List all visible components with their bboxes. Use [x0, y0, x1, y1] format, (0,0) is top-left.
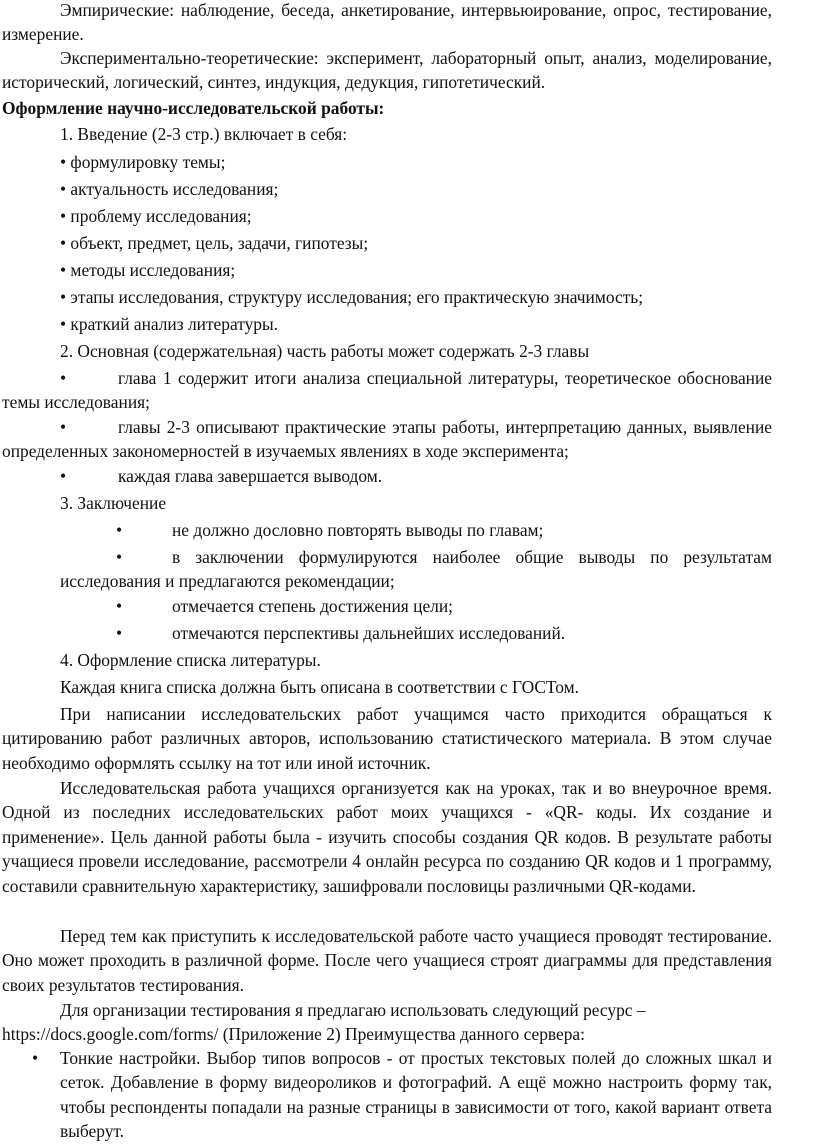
intro-item: • актуальность исследования; — [60, 179, 279, 199]
citation-paragraph: При написании исследовательских работ учащимся часто приходится обращаться к цитированию работ различных авторов, использованию статистического материала. В этом случае необходимо оформлять ссылку на тот или иной источник. — [2, 704, 772, 773]
main-part-item-text: глава 1 содержит итоги анализа специальной литературы, теоретическое обоснование темы исследования; — [2, 368, 772, 413]
main-part-title: 2. Основная (содержательная) часть работы может содержать 2-3 главы — [60, 341, 590, 361]
intro-item: • методы исследования; — [60, 260, 236, 280]
intro-item: • проблему исследования; — [60, 206, 252, 226]
intro-item: • этапы исследования, структуру исследования; его практическую значимость; — [60, 287, 644, 307]
conclusion-item-text: не должно дословно повторять выводы по главам; — [172, 520, 544, 540]
bullet: • — [60, 417, 67, 437]
conclusion-item-text: отмечаются перспективы дальнейших исследований. — [172, 623, 566, 643]
bullet: • — [116, 596, 123, 616]
methods-theoretical-paragraph: Экспериментально-теоретические: эксперимент, лабораторный опыт, анализ, моделирование, исторический, логический, синтез, индукция, дедукция, гипотетический. — [2, 48, 772, 93]
main-part-item-text: главы 2-3 описывают практические этапы работы, интерпретацию данных, выявление определенных закономерностей в изучаемых явлениях в ходе эксперимента; — [2, 417, 772, 462]
advantage-item-text: Тонкие настройки. Выбор типов вопросов - от простых текстовых полей до сложных шкал и сеток. Добавление в форму видеороликов и фотографий. А ещё можно настроить форму так, чтобы респонденты попадали на разные страницы в зависимости от того, какой вариант ответа выберут. — [60, 1048, 772, 1142]
literature-title: 4. Оформление списка литературы. — [60, 650, 321, 670]
methods-empirical-paragraph: Эмпирические: наблюдение, беседа, анкетирование, интервьюирование, опрос, тестирование, измерение. — [2, 0, 772, 45]
resource-line: https://docs.google.com/forms/ (Приложение 2) Преимущества данного сервера: — [2, 1024, 585, 1044]
qr-paragraph: Исследовательская работа учащихся организуется как на уроках, так и во внеурочное время. Одной из последних исследовательских работ моих учащихся - «QR- коды. Их создание и применение». Цель данной работы была - изучить способы создания QR кодов. В результате работы учащиеся провели исследование, рассмотрели 4 онлайн ресурса по созданию QR кодов и 1 программу, составили сравнительную характеристику, зашифровали пословицы различными QR-кодами. — [2, 778, 772, 896]
conclusion-item-text: в заключении формулируются наиболее общие выводы по результатам исследования и предлагаются рекомендации; — [60, 547, 772, 592]
section-heading: Оформление научно-исследовательской работы: — [2, 98, 385, 118]
conclusion-item-text: отмечается степень достижения цели; — [172, 596, 453, 616]
resource-line: Для организации тестирования я предлагаю использовать следующий ресурс – — [60, 1000, 646, 1020]
conclusion-title: 3. Заключение — [60, 493, 167, 513]
bullet: • — [116, 623, 123, 643]
intro-item: • объект, предмет, цель, задачи, гипотезы; — [60, 233, 369, 253]
intro-item: • формулировку темы; — [60, 152, 226, 172]
main-part-item-text: каждая глава завершается выводом. — [118, 466, 383, 486]
literature-note: Каждая книга списка должна быть описана в соответствии с ГОСТом. — [60, 677, 579, 697]
bullet: • — [116, 520, 123, 540]
bullet: • — [60, 368, 67, 388]
bullet: • — [116, 547, 123, 567]
bullet: • — [60, 466, 67, 486]
testing-paragraph: Перед тем как приступить к исследовательской работе часто учащиеся проводят тестирование. Оно может проходить в различной форме. После чего учащиеся строят диаграммы для представления своих результатов тестирования. — [2, 926, 772, 995]
intro-item: • краткий анализ литературы. — [60, 314, 279, 334]
intro-title: 1. Введение (2-3 стр.) включает в себя: — [60, 124, 348, 144]
bullet: • — [32, 1048, 39, 1068]
